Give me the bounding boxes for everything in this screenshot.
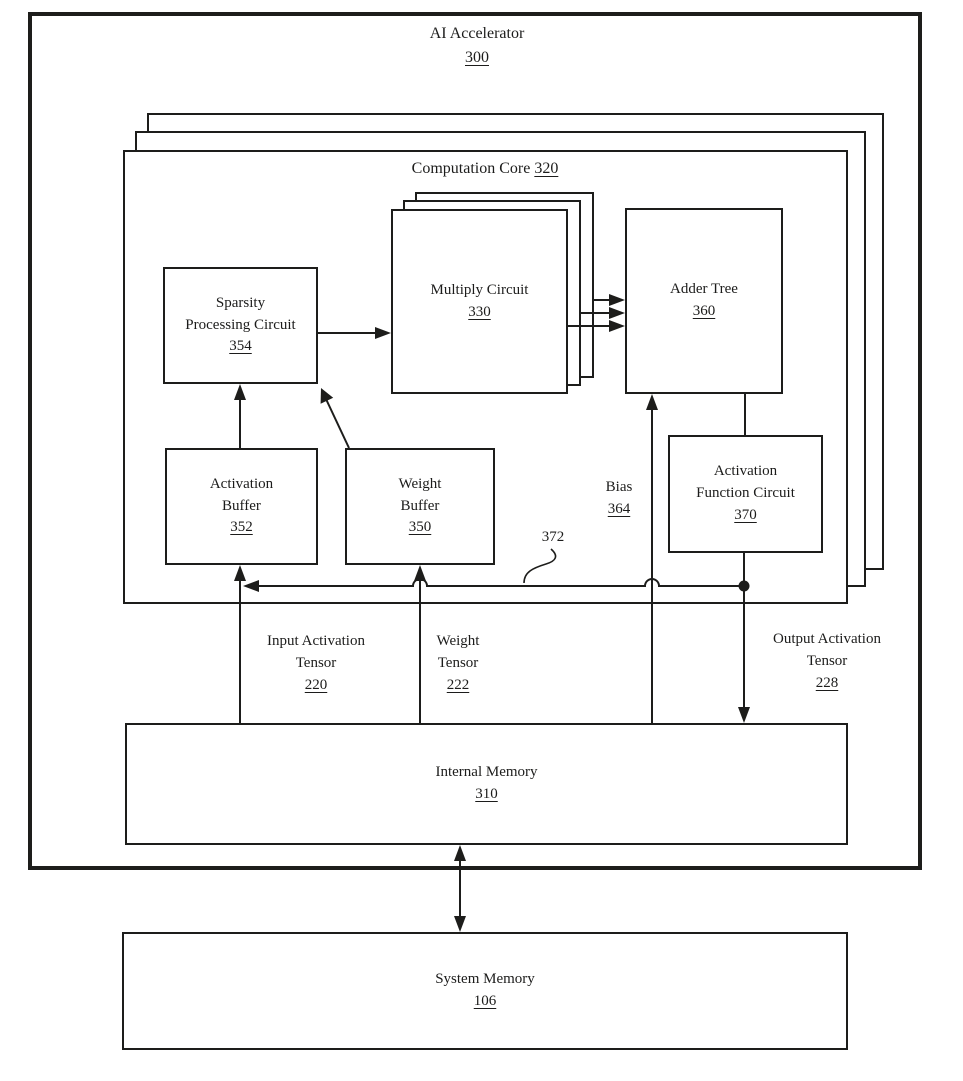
- afc-ref: 370: [734, 506, 757, 523]
- weight-tensor-line1: Weight: [436, 633, 480, 649]
- activation-buffer-label-line1: Activation: [209, 475, 274, 492]
- input-tensor-ref: 220: [304, 676, 328, 693]
- output-activation-tensor-annotation: [753, 629, 901, 694]
- bias-annotation: [589, 477, 649, 521]
- activation-buffer-box: [165, 448, 318, 565]
- weight-buffer-box: [345, 448, 495, 565]
- system-memory-ref: 106: [473, 993, 497, 1009]
- activation-buffer-ref: 352: [230, 519, 253, 536]
- weight-buffer-ref: 350: [408, 519, 432, 536]
- ai-accelerator-title: [377, 22, 577, 70]
- weight-tensor-line2: Tensor: [437, 654, 479, 671]
- computation-core-label: Computation Core: [411, 160, 531, 177]
- afc-label-line1: Activation: [713, 463, 778, 480]
- weight-tensor-ref: 222: [446, 676, 470, 693]
- bias-ref: 364: [607, 500, 631, 517]
- output-tensor-line2: Tensor: [806, 652, 848, 669]
- input-tensor-line2: Tensor: [295, 654, 337, 671]
- afc-label-line2: Function Circuit: [696, 485, 795, 502]
- multiply-circuit-ref: 330: [468, 303, 491, 320]
- sparsity-label-line1: Sparsity: [215, 294, 266, 311]
- sparsity-ref: 354: [229, 338, 252, 355]
- input-activation-tensor-annotation: [246, 631, 386, 696]
- weight-buffer-label-line1: Weight: [398, 475, 442, 492]
- computation-core-ref: 320: [534, 160, 559, 177]
- weight-buffer-label-line2: Buffer: [400, 497, 440, 514]
- computation-core-title: [335, 157, 635, 181]
- adder-tree-label: Adder Tree: [670, 281, 738, 298]
- multiply-circuit-box: [391, 209, 568, 394]
- adder-tree-ref: 360: [692, 303, 716, 319]
- activation-buffer-label-line2: Buffer: [222, 497, 261, 514]
- activation-function-circuit-box: [668, 435, 823, 553]
- output-tensor-ref: 228: [815, 674, 839, 691]
- internal-memory-ref: 310: [475, 786, 498, 802]
- weight-tensor-annotation: [408, 631, 508, 696]
- sparsity-processing-circuit-box: [163, 267, 318, 384]
- multiply-circuit-label: Multiply Circuit: [430, 281, 529, 298]
- ai-accelerator-ref: 300: [465, 49, 489, 66]
- system-memory-label: System Memory: [435, 971, 535, 988]
- adder-tree-box: [625, 208, 783, 394]
- bus-annotation: [528, 527, 578, 549]
- ai-accelerator-label: AI Accelerator: [429, 25, 525, 42]
- bus-ref: 372: [541, 529, 565, 545]
- sparsity-label-line2: Processing Circuit: [185, 316, 296, 333]
- input-tensor-line1: Input Activation: [267, 633, 365, 649]
- bias-label: Bias: [605, 479, 633, 495]
- output-tensor-line1: Output Activation: [773, 631, 881, 647]
- internal-memory-label: Internal Memory: [435, 764, 538, 781]
- system-memory-box: [122, 932, 848, 1050]
- memory-link-down-arrowhead: [454, 916, 466, 932]
- internal-memory-box: [125, 723, 848, 845]
